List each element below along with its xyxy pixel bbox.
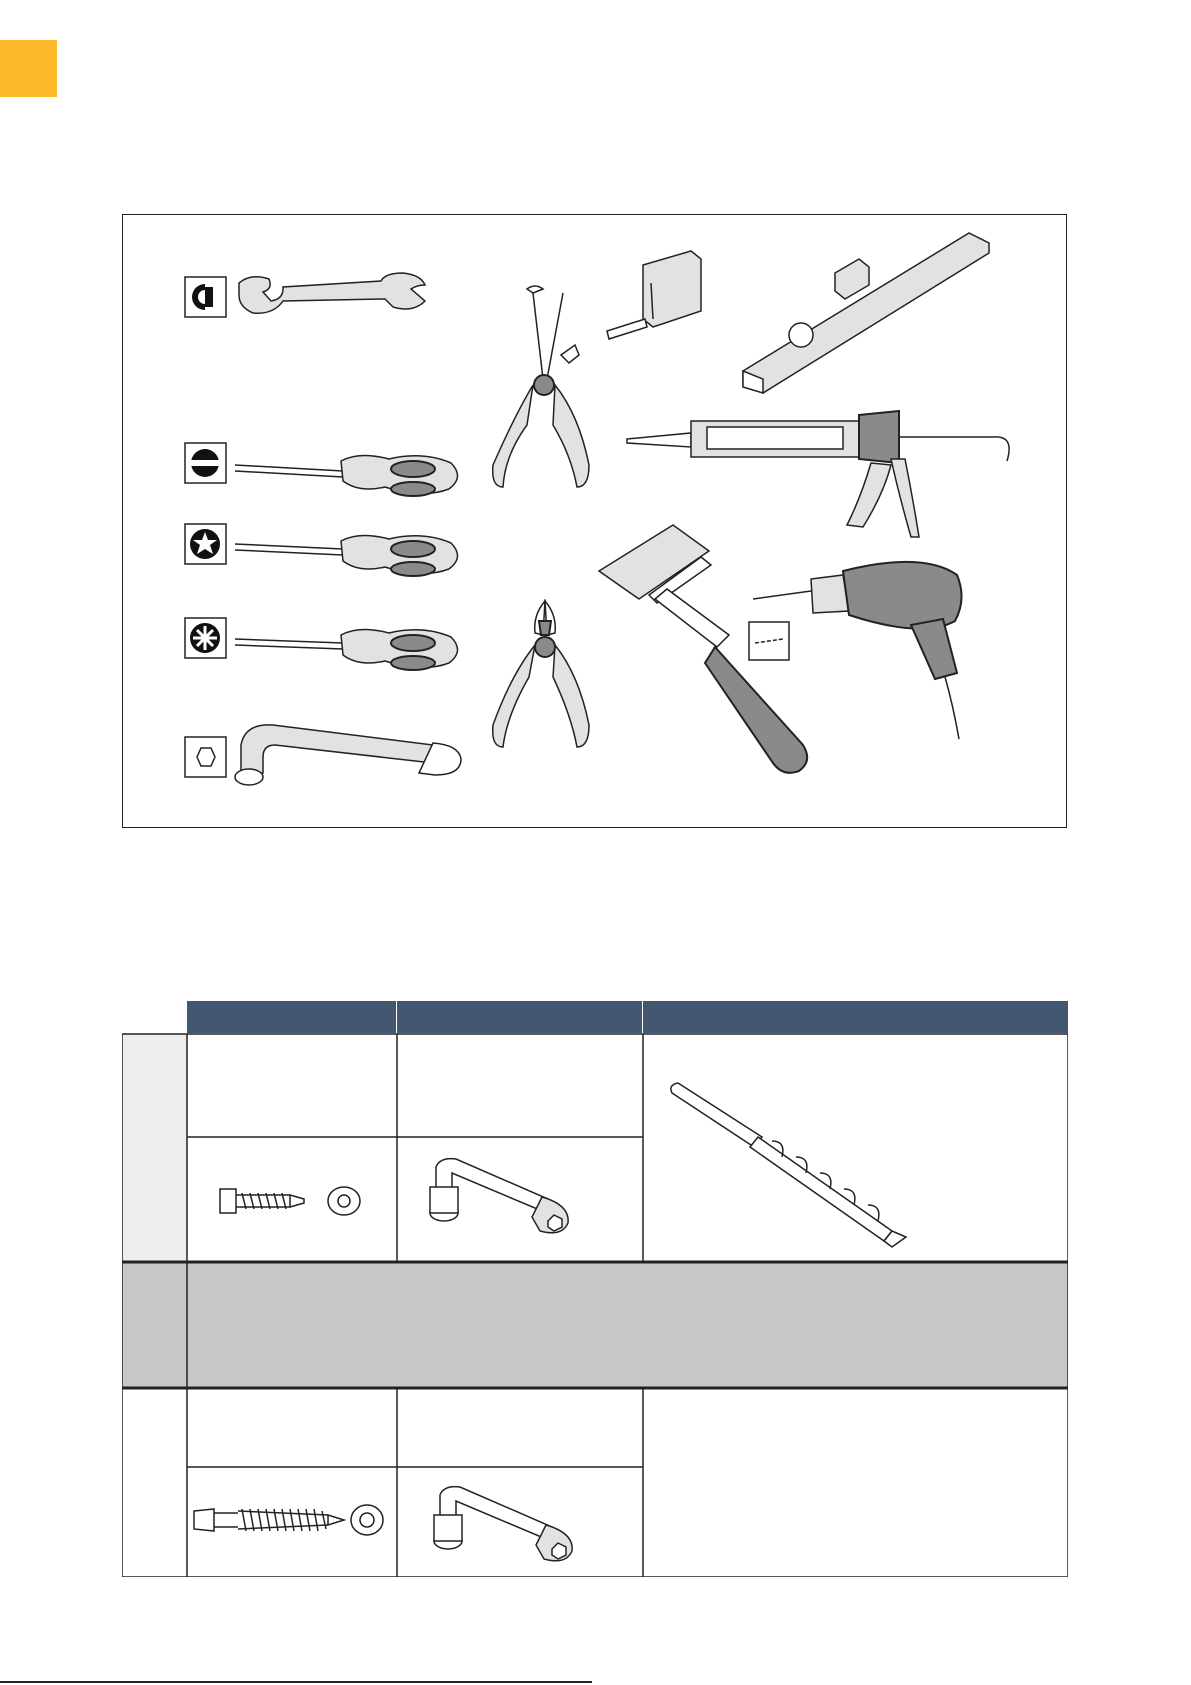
wire-stripper-pliers-illustration <box>493 286 589 487</box>
header-cell-3 <box>643 1001 1068 1033</box>
open-wrench-icon <box>185 277 226 317</box>
side-cutter-pliers-illustration <box>493 601 589 747</box>
tape-measure-illustration <box>607 251 701 339</box>
footer-rule <box>0 1681 592 1683</box>
fixings-table <box>122 1001 1068 1577</box>
slotted-screwdriver-icon <box>185 443 226 483</box>
pipe-socket-wrench-illustration <box>434 1487 572 1561</box>
caulking-gun-illustration <box>627 411 1009 537</box>
hex-lag-screw-illustration <box>194 1509 344 1531</box>
tools-illustration-panel <box>122 214 1067 828</box>
pozidriv-screwdriver-icon <box>185 618 226 658</box>
corner-tab <box>0 40 57 97</box>
torx-screwdriver-icon <box>185 524 226 564</box>
row-1-side-cell <box>122 1034 187 1262</box>
spirit-level-illustration <box>743 233 989 393</box>
drill-bit-icon <box>749 622 789 660</box>
self-drilling-screw-illustration <box>220 1189 304 1213</box>
header-cell-1 <box>187 1001 396 1033</box>
washer-illustration <box>328 1187 360 1215</box>
hex-socket-icon <box>185 737 226 777</box>
twist-drill-bit-illustration <box>671 1083 906 1247</box>
pipe-socket-wrench-illustration <box>430 1159 568 1233</box>
header-cell-2 <box>397 1001 642 1033</box>
washer-illustration <box>351 1505 383 1535</box>
pozidriv-screwdriver-illustration <box>235 629 458 670</box>
slotted-screwdriver-illustration <box>235 455 458 496</box>
row-2-band <box>122 1262 1068 1388</box>
pipe-socket-wrench-illustration <box>235 725 461 785</box>
torx-screwdriver-illustration <box>235 535 458 576</box>
wrench-illustration <box>239 273 425 313</box>
